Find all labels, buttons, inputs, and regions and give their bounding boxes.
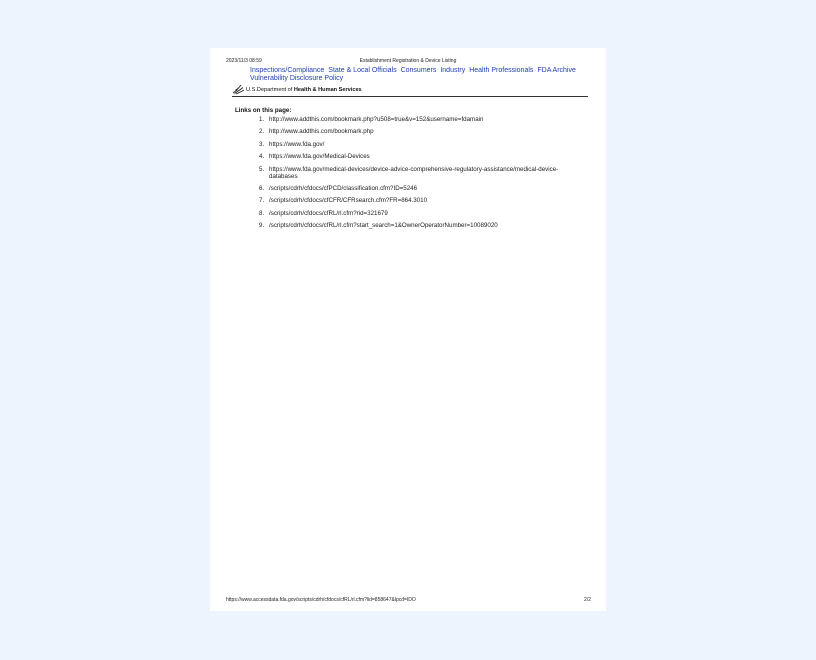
- list-item-url: http://www.addthis.com/bookmark.php: [269, 128, 374, 136]
- list-item: [259, 140, 569, 148]
- list-item-number: 5.: [259, 165, 265, 173]
- list-item-url: https://www.fda.gov/medical-devices/device-advice-comprehensive-regulatory-assistance/medical-device-databases: [269, 165, 559, 180]
- print-page-title: Establishment Registration & Device Listing: [359, 58, 457, 64]
- nav-links: [250, 67, 590, 83]
- list-item-url: /scripts/cdrh/cfdocs/cfRL/rl.cfm?rid=321679: [269, 209, 388, 217]
- list-item: [259, 128, 569, 136]
- hhs-eagle-logo-icon: [232, 84, 245, 95]
- document-page: [210, 48, 606, 611]
- nav-link-state-local[interactable]: State & Local Officials: [328, 67, 397, 74]
- list-item: [259, 197, 569, 205]
- hhs-prefix: U.S.Department of: [246, 87, 294, 93]
- list-item-number: 7.: [259, 197, 265, 205]
- list-item-url: /scripts/cdrh/cfdocs/cfCFR/CFRsearch.cfm?FR=864.3010: [269, 197, 428, 205]
- print-datetime: 2023/11/3 08:59: [226, 58, 262, 64]
- list-item-url: /scripts/cdrh/cfdocs/cfRL/rl.cfm?start_search=1&OwnerOperatorNumber=10089020: [269, 222, 498, 230]
- list-item-number: 6.: [259, 184, 265, 192]
- nav-link-inspections[interactable]: Inspections/Compliance: [250, 67, 325, 74]
- list-item-url: /scripts/cdrh/cfdocs/cfPCD/classification.cfm?ID=5246: [269, 184, 418, 192]
- list-item-url: https://www.fda.gov/: [269, 140, 325, 148]
- nav-link-fda-archive[interactable]: FDA Archive: [537, 67, 576, 74]
- list-item-number: 3.: [259, 140, 265, 148]
- list-item: [259, 209, 569, 217]
- list-item-number: 8.: [259, 209, 265, 217]
- list-item-number: 4.: [259, 153, 265, 161]
- list-item-url: https://www.fda.gov/Medical-Devices: [269, 153, 370, 161]
- list-item: [259, 222, 569, 230]
- page-number: 2/2: [584, 597, 591, 603]
- list-item-number: 2.: [259, 128, 265, 136]
- nav-link-vulnerability-policy[interactable]: Vulnerability Disclosure Policy: [250, 75, 344, 82]
- list-item: [259, 116, 569, 123]
- links-list: [259, 116, 569, 235]
- list-item: [259, 184, 569, 192]
- list-item-number: 1.: [259, 116, 265, 123]
- list-item: [259, 165, 569, 180]
- hhs-text: [246, 87, 362, 93]
- nav-link-consumers[interactable]: Consumers: [400, 67, 437, 74]
- links-heading: Links on this page:: [235, 107, 292, 114]
- list-item: [259, 153, 569, 161]
- print-footer-url: https://www.accessdata.fda.gov/scripts/cdrh/cfdocs/cfRL/rl.cfm?lid=858647&lpcd=IDO: [226, 597, 416, 603]
- nav-link-industry[interactable]: Industry: [440, 67, 466, 74]
- list-item-url: http://www.addthis.com/bookmark.php?u508=true&v=152&username=fdamain: [269, 116, 484, 123]
- list-item-number: 9.: [259, 222, 265, 230]
- hhs-name: Health & Human Services: [293, 87, 362, 93]
- hhs-banner: [232, 84, 588, 97]
- nav-link-health-professionals[interactable]: Health Professionals: [469, 67, 534, 74]
